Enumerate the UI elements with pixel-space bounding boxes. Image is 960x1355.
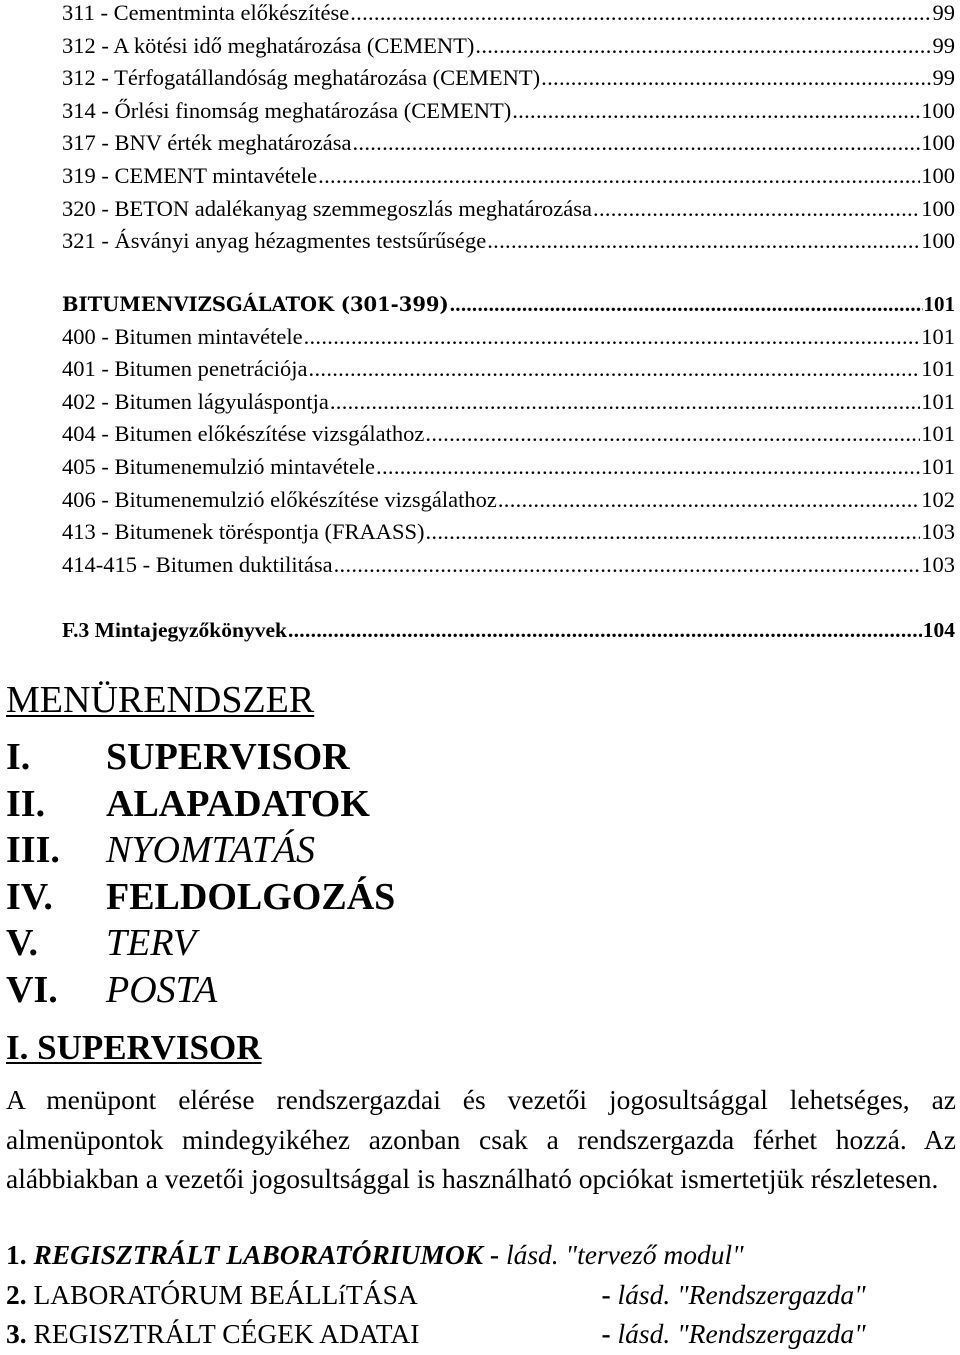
toc-entry: 311 - Cementminta előkészítése ..... 99 (62, 0, 955, 30)
toc-entry: 312 - A kötési idő meghatározása (CEMENT) ..... 99 (62, 30, 955, 63)
supervisor-item: 1. REGISZTRÁLT LABORATÓRIUMOK - lásd. "tervező modul" (6, 1239, 744, 1270)
toc-bitumen (62, 288, 955, 581)
toc-entry: 314 - Őrlési finomság meghatározása (CEMENT) ..... 100 (62, 95, 955, 128)
toc-entry: 319 - CEMENT mintavétele ..... 100 (62, 160, 955, 193)
toc-entry: 317 - BNV érték meghatározása ..... 100 (62, 127, 955, 160)
toc-entry: 405 - Bitumenemulzió mintavétele ..... 101 (62, 451, 955, 484)
menu-item-nyomtatas: III. NYOMTATÁS (6, 829, 316, 872)
menu-heading: MENÜRENDSZER (6, 679, 315, 721)
toc-entry: 401 - Bitumen penetrációja ..... 101 (62, 353, 955, 386)
toc-entry: 414-415 - Bitumen duktilitása ..... 103 (62, 549, 955, 582)
supervisor-paragraph: A menüpont elérése rendszergazdai és vezetői jogosultsággal lehetséges, az almenüpontok mindegyikéhez azonban csak a rendszergazda férhet hozzá. Az alábbiakban a vezetői jogosultsággal is használható opciókat ismertetjük részletesen. (6, 1084, 956, 1194)
toc-entry: 404 - Bitumen előkészítése vizsgálathoz ..... 101 (62, 418, 955, 451)
menu-item-supervisor: I. SUPERVISOR (6, 736, 350, 778)
toc-entry: 312 - Térfogatállandóság meghatározása (CEMENT) ..... 99 (62, 62, 955, 95)
menu-item-feldolgozas: IV. FELDOLGOZÁS (6, 875, 396, 918)
menu-item-alapadatok: II. ALAPADATOK (6, 782, 370, 825)
menu-list (6, 734, 395, 1014)
toc-entry: 320 - BETON adalékanyag szemmegoszlás meghatározása ..... 100 (62, 193, 955, 226)
supervisor-item: 3. REGISZTRÁLT CÉGEK ADATAI - lásd. "Rendszergazda" (6, 1318, 866, 1349)
toc-final (62, 614, 955, 647)
supervisor-items (6, 1235, 956, 1354)
supervisor-item: 2. LABORATÓRUM BEÁLLíTÁSA - lásd. "Rendszergazda" (6, 1278, 866, 1310)
toc-cement (62, 0, 955, 258)
menu-item-terv: V. TERV (6, 922, 197, 965)
toc-entry-mintajegyzokonyvek: F.3 Mintajegyzőkönyvek ..... 104 (62, 614, 955, 647)
toc-entry: 413 - Bitumenek töréspontja (FRAASS) ..... 103 (62, 516, 955, 549)
toc-entry: 321 - Ásványi anyag hézagmentes testsűrűsége ..... 100 (62, 225, 955, 258)
menu-item-posta: VI. POSTA (6, 968, 218, 1011)
toc-section-bitumen: BITUMENVIZSGÁLATOK (301-399) ..... 101 (62, 288, 955, 321)
toc-entry: 402 - Bitumen lágyuláspontja ..... 101 (62, 386, 955, 419)
toc-entry: 406 - Bitumenemulzió előkészítése vizsgálathoz ..... 102 (62, 484, 955, 517)
toc-entry: 400 - Bitumen mintavétele ..... 101 (62, 321, 955, 354)
supervisor-heading: I. SUPERVISOR (6, 1028, 262, 1067)
